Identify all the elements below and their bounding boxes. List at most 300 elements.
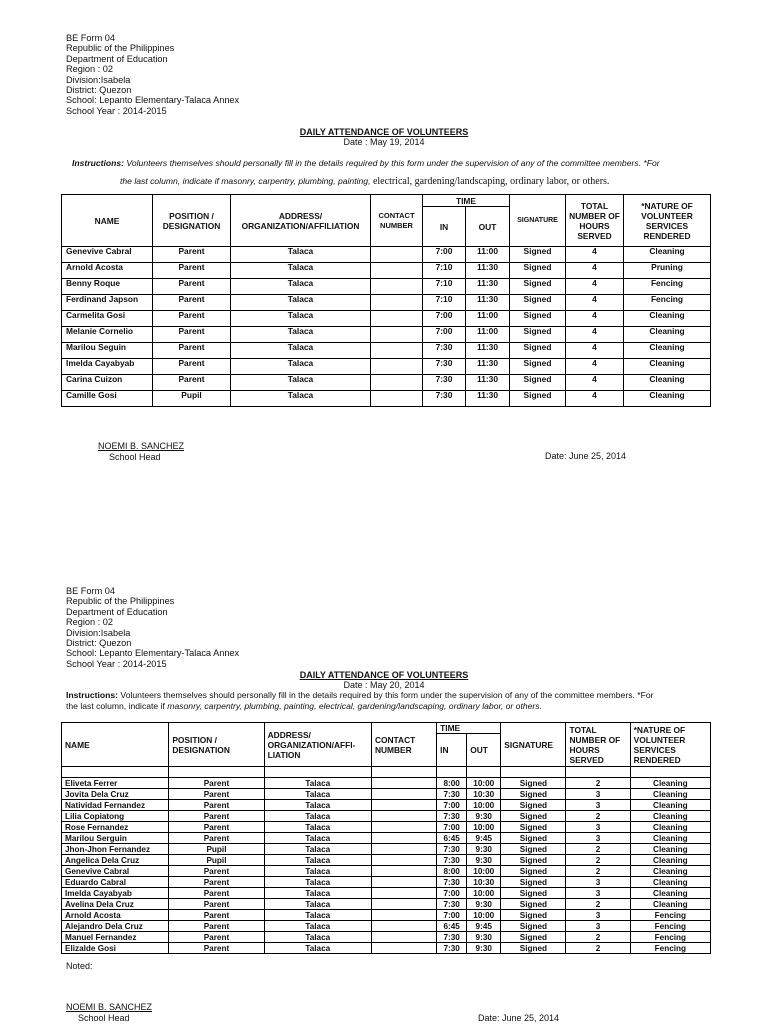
table-row [62,811,711,822]
instructions-text: electrical, gardening/landscaping, ordinary labor, or others. [370,176,610,187]
table-cell: 10:00 [467,822,501,833]
table-row [62,391,711,407]
table-cell: Talaca [264,789,371,800]
table-cell: 3 [566,800,630,811]
table-cell: Talaca [264,910,371,921]
table-row [62,359,711,375]
blank-cell [264,767,371,778]
form2-instructions [66,690,711,712]
blank-cell [630,767,710,778]
table-cell: Imelda Cayabyab [62,888,169,899]
table-cell: Angelica Dela Cruz [62,855,169,866]
table-cell: Marilou Seguin [62,343,153,359]
table-cell: Signed [501,921,566,932]
col-total: TOTAL NUMBER OF HOURS SERVED [566,723,630,767]
table-cell: 2 [566,811,630,822]
form1-title: DAILY ATTENDANCE OF VOLUNTEERS [299,127,469,137]
header-line: School Year : 2014-2015 [66,105,167,116]
header-line: Republic of the Philippines [66,43,175,54]
form1-instructions-line2 [120,176,760,187]
table-cell: 4 [566,327,624,343]
table-cell: 10:00 [467,866,501,877]
table-cell: Benny Roque [62,279,153,295]
table-cell [371,343,423,359]
table-cell: Alejandro Dela Cruz [62,921,169,932]
table-cell: Talaca [231,327,371,343]
table-cell: Parent [169,921,264,932]
table-cell: Parent [169,877,264,888]
table-row [62,295,711,311]
blank-cell [169,767,264,778]
table-cell: 8:00 [437,778,467,789]
table-row [62,247,711,263]
table-cell: Talaca [264,800,371,811]
table-cell: Carmelita Gosi [62,311,153,327]
table-row [62,910,711,921]
signatory-name: NOEMI B. SANCHEZ [66,1002,153,1012]
table-cell: Signed [510,343,566,359]
table-cell: Signed [501,855,566,866]
table-cell: Cleaning [624,247,711,263]
col-contact: CONTACT NUMBER [371,723,436,767]
table-cell: 10:30 [467,789,501,800]
table-cell [371,943,436,954]
table-row [62,778,711,789]
table-cell [371,789,436,800]
header-line: BE Form 04 [66,586,116,596]
table-cell: 2 [566,866,630,877]
table-cell: 7:00 [437,910,467,921]
table-cell: 4 [566,343,624,359]
col-in: IN [423,207,466,247]
table-cell [371,375,423,391]
table-cell: Talaca [231,343,371,359]
noted-label: Noted: [66,961,93,971]
table-row [62,311,711,327]
table-cell: 11:30 [466,359,510,375]
table-cell [371,778,436,789]
table-cell: 11:30 [466,343,510,359]
table-cell: Parent [169,888,264,899]
instructions-text: Volunteers themselves should personally fill in the details required by this form under the supervision of any of the committee members. *For [118,690,654,700]
col-nature: *NATURE OF VOLUNTEER SERVICES RENDERED [624,195,711,247]
instructions-text: masonry, carpentry, plumbing, painting, electrical, gardening/landscaping, ordinary labor, or others. [167,701,542,711]
table-cell: Signed [501,778,566,789]
form2-date: Date : May 20, 2014 [343,680,425,690]
form1-header [66,33,239,116]
col-out: OUT [467,734,501,767]
instructions-text: the last column, indicate if [66,701,168,711]
table-cell: 4 [566,263,624,279]
table-cell: 3 [566,833,630,844]
blank-cell [62,767,169,778]
col-name: NAME [62,723,169,767]
table-cell: Parent [169,932,264,943]
table-cell: 2 [566,899,630,910]
table-cell: 7:30 [437,811,467,822]
table-cell: Signed [501,943,566,954]
table-cell: Talaca [264,811,371,822]
table-cell: Arnold Acosta [62,910,169,921]
table-cell: 9:45 [467,833,501,844]
table-cell: 3 [566,910,630,921]
table-cell: 6:45 [437,921,467,932]
table-cell: Natividad Fernandez [62,800,169,811]
table-cell: Parent [153,263,231,279]
table-row [62,877,711,888]
table-cell: 7:00 [423,247,466,263]
table-cell: Cleaning [630,800,710,811]
table-row [62,844,711,855]
table-row [62,899,711,910]
table-cell: 4 [566,391,624,407]
table-cell: 4 [566,311,624,327]
instructions-text: the last column, indicate if masonry, carpentry, plumbing, painting, [120,176,371,186]
table-cell: Talaca [231,279,371,295]
table-cell [371,844,436,855]
table-cell: Signed [501,899,566,910]
table-cell: Talaca [264,899,371,910]
table-cell: Carina Cuizon [62,375,153,391]
table-cell: Talaca [264,855,371,866]
table-cell [371,855,436,866]
form2-header [66,586,239,669]
table-cell: Parent [153,295,231,311]
table-cell: Signed [501,910,566,921]
table-cell: Talaca [231,375,371,391]
instructions-text: Volunteers themselves should personally fill in the details required by this form under the supervision of any of the committee members. *For [124,158,660,168]
table-cell: 11:00 [466,311,510,327]
col-nature: *NATURE OF VOLUNTEER SERVICES RENDERED [630,723,710,767]
header-line: School: Lepanto Elementary-Talaca Annex [66,95,240,106]
header-line: Division:Isabela [66,627,131,638]
table-cell: Signed [501,844,566,855]
table-cell: Talaca [264,844,371,855]
table-cell: Talaca [231,311,371,327]
table-cell: 11:30 [466,375,510,391]
table-cell: Arnold Acosta [62,263,153,279]
table-cell: Pupil [153,391,231,407]
table-cell: 4 [566,295,624,311]
table-cell: 2 [566,932,630,943]
col-contact: CONTACT NUMBER [371,195,423,247]
table-cell: 7:00 [437,822,467,833]
table-cell: Signed [501,800,566,811]
col-out: OUT [466,207,510,247]
table-cell: Parent [153,375,231,391]
instructions-label: Instructions: [72,158,125,168]
table-cell: Parent [169,943,264,954]
table-row [62,279,711,295]
form1-table-body [62,247,711,407]
table-cell [371,279,423,295]
blank-cell [371,767,436,778]
table-cell: Cleaning [630,888,710,899]
table-cell: Fencing [624,295,711,311]
table-cell: Manuel Fernandez [62,932,169,943]
header-line: District: Quezon [66,85,132,96]
header-line: BE Form 04 [66,33,116,43]
table-cell: Parent [153,343,231,359]
table-cell: Parent [153,279,231,295]
table-cell: Signed [501,877,566,888]
table-cell: Signed [501,822,566,833]
table-cell: Pupil [169,855,264,866]
table-cell: Cleaning [630,822,710,833]
table-cell: Talaca [231,295,371,311]
table-row [62,866,711,877]
table-cell: Cleaning [624,311,711,327]
instructions-label: Instructions: [66,690,119,700]
table-cell: Imelda Cayabyab [62,359,153,375]
table-cell: 6:45 [437,833,467,844]
header-line: Region : 02 [66,64,113,75]
table-cell: 10:00 [467,888,501,899]
col-position: POSITION / DESIGNATION [169,723,264,767]
table-cell: 7:30 [423,375,466,391]
table-cell: 7:00 [423,327,466,343]
table-cell: Signed [501,866,566,877]
table-cell: Signed [501,811,566,822]
col-in: IN [437,734,467,767]
table-cell [371,359,423,375]
col-address: ADDRESS/ ORGANIZATION/AFFI-LIATION [264,723,371,767]
table-cell: Talaca [264,822,371,833]
table-cell: 7:30 [437,899,467,910]
table-row [62,800,711,811]
table-row [62,822,711,833]
table-cell: Fencing [630,921,710,932]
col-total: TOTAL NUMBER OF HOURS SERVED [566,195,624,247]
table-cell: Eliveta Ferrer [62,778,169,789]
table-cell: Signed [501,833,566,844]
table-cell: 7:30 [437,877,467,888]
table-cell: Lilia Copiatong [62,811,169,822]
table-cell [371,391,423,407]
table-cell: 10:00 [467,800,501,811]
table-cell: 9:30 [467,899,501,910]
header-line: Department of Education [66,606,168,617]
table-cell: Signed [510,279,566,295]
table-cell [371,327,423,343]
table-cell: Parent [169,789,264,800]
table-cell: Cleaning [624,359,711,375]
header-line: Division:Isabela [66,74,131,85]
form2-signatory [66,1002,152,1023]
blank-cell [501,767,566,778]
table-cell: Eduardo Cabral [62,877,169,888]
table-cell: 7:30 [423,391,466,407]
table-cell: Marilou Serguin [62,833,169,844]
header-line: Region : 02 [66,617,113,628]
table-cell: Rose Fernandez [62,822,169,833]
table-row [62,943,711,954]
table-cell: Talaca [231,391,371,407]
table-cell: Parent [169,800,264,811]
table-cell [371,811,436,822]
form1-sign-date: Date: June 25, 2014 [545,451,627,461]
table-cell: 7:30 [437,789,467,800]
table-cell: 2 [566,778,630,789]
header-line: School Year : 2014-2015 [66,658,167,669]
table-cell [371,247,423,263]
col-position: POSITION / DESIGNATION [153,195,231,247]
table-cell: 10:00 [467,778,501,789]
table-cell: Parent [169,822,264,833]
table-cell: Talaca [264,888,371,899]
table-cell: Signed [510,375,566,391]
table-cell: Signed [501,932,566,943]
table-cell: Fencing [624,279,711,295]
table-row [62,375,711,391]
table-cell: Signed [510,247,566,263]
table-cell: 7:00 [437,888,467,899]
blank-cell [467,767,501,778]
table-cell: Cleaning [630,844,710,855]
table-cell: Jovita Dela Cruz [62,789,169,800]
table-cell: 7:00 [437,800,467,811]
table-cell [371,311,423,327]
table-cell: 7:30 [437,855,467,866]
table-cell [371,866,436,877]
table-cell [371,932,436,943]
table-cell: Cleaning [624,375,711,391]
table-cell: 4 [566,375,624,391]
table-cell [371,877,436,888]
table-cell: Jhon-Jhon Fernandez [62,844,169,855]
table-cell: Cleaning [630,811,710,822]
table-cell: Cleaning [630,789,710,800]
table-row [62,855,711,866]
table-cell [371,899,436,910]
table-cell: 3 [566,877,630,888]
table-cell: Signed [501,789,566,800]
table-cell: Parent [169,866,264,877]
table-cell: Cleaning [630,778,710,789]
col-time: TIME [423,195,510,207]
table-cell: 11:30 [466,295,510,311]
table-cell [371,910,436,921]
table-cell: Cleaning [624,391,711,407]
table-cell: 3 [566,921,630,932]
table-cell: 7:30 [437,932,467,943]
table-cell [371,921,436,932]
table-cell: 11:30 [466,263,510,279]
table-cell: Cleaning [630,899,710,910]
table-cell: Talaca [231,247,371,263]
table-cell: Signed [510,391,566,407]
table-cell: Parent [169,910,264,921]
form2-title: DAILY ATTENDANCE OF VOLUNTEERS [299,670,469,680]
table-cell: Signed [510,295,566,311]
table-cell: 11:00 [466,327,510,343]
table-cell: Parent [153,359,231,375]
table-cell: Parent [153,311,231,327]
table-cell: Pruning [624,263,711,279]
table-cell: Pupil [169,844,264,855]
table-cell: Cleaning [630,833,710,844]
table-cell: 9:30 [467,943,501,954]
table-cell: 3 [566,789,630,800]
table-cell: 7:30 [437,844,467,855]
table-cell [371,263,423,279]
table-cell: 7:30 [423,359,466,375]
table-cell: 3 [566,822,630,833]
table-cell [371,800,436,811]
table-cell: 11:30 [466,391,510,407]
table-cell: 7:00 [423,311,466,327]
table-cell: Fencing [630,943,710,954]
table-cell: Melanie Cornelio [62,327,153,343]
header-line: District: Quezon [66,638,132,649]
table-cell: 9:45 [467,921,501,932]
table-cell: Fencing [630,910,710,921]
table-cell: Talaca [264,778,371,789]
header-line: Department of Education [66,53,168,64]
table-cell: Talaca [231,359,371,375]
table-cell: Talaca [264,932,371,943]
table-cell: 9:30 [467,855,501,866]
table-cell: Genevive Cabral [62,247,153,263]
table-cell: 2 [566,943,630,954]
table-cell: Genevive Cabral [62,866,169,877]
table-cell: 7:10 [423,295,466,311]
table-cell: Cleaning [624,343,711,359]
header-line: School: Lepanto Elementary-Talaca Annex [66,648,240,659]
table-cell: Signed [501,888,566,899]
col-address: ADDRESS/ ORGANIZATION/AFFILIATION [231,195,371,247]
table-cell: Parent [169,778,264,789]
table-cell: Camille Gosi [62,391,153,407]
form2-sign-date: Date: June 25, 2014 [478,1013,560,1023]
table-row [62,263,711,279]
table-cell: Talaca [264,877,371,888]
table-row [62,932,711,943]
table-cell: Talaca [264,866,371,877]
table-cell: Parent [169,811,264,822]
form1-attendance-table [61,194,711,407]
table-cell: 7:10 [423,279,466,295]
table-cell: 2 [566,844,630,855]
table-cell: Cleaning [630,877,710,888]
table-cell: Signed [510,263,566,279]
table-cell: 10:00 [467,910,501,921]
col-name: NAME [62,195,153,247]
table-cell: 11:30 [466,279,510,295]
table-cell: Avelina Dela Cruz [62,899,169,910]
table-cell: 4 [566,359,624,375]
header-line: Republic of the Philippines [66,596,175,607]
signatory-title: School Head [78,1012,130,1023]
table-cell: Signed [510,359,566,375]
table-cell: 11:00 [466,247,510,263]
table-cell: 3 [566,888,630,899]
signatory-title: School Head [109,451,161,462]
form2-attendance-table [61,722,711,954]
blank-cell [566,767,630,778]
table-cell: Parent [169,833,264,844]
table-row [62,833,711,844]
col-signature: SIGNATURE [510,195,566,247]
table-cell: Parent [169,899,264,910]
table-row [62,888,711,899]
table-cell: Elizalde Gosi [62,943,169,954]
table-cell: 9:30 [467,932,501,943]
table-cell: 9:30 [467,811,501,822]
table-cell: Signed [510,327,566,343]
table-cell: 8:00 [437,866,467,877]
table-cell: Cleaning [624,327,711,343]
